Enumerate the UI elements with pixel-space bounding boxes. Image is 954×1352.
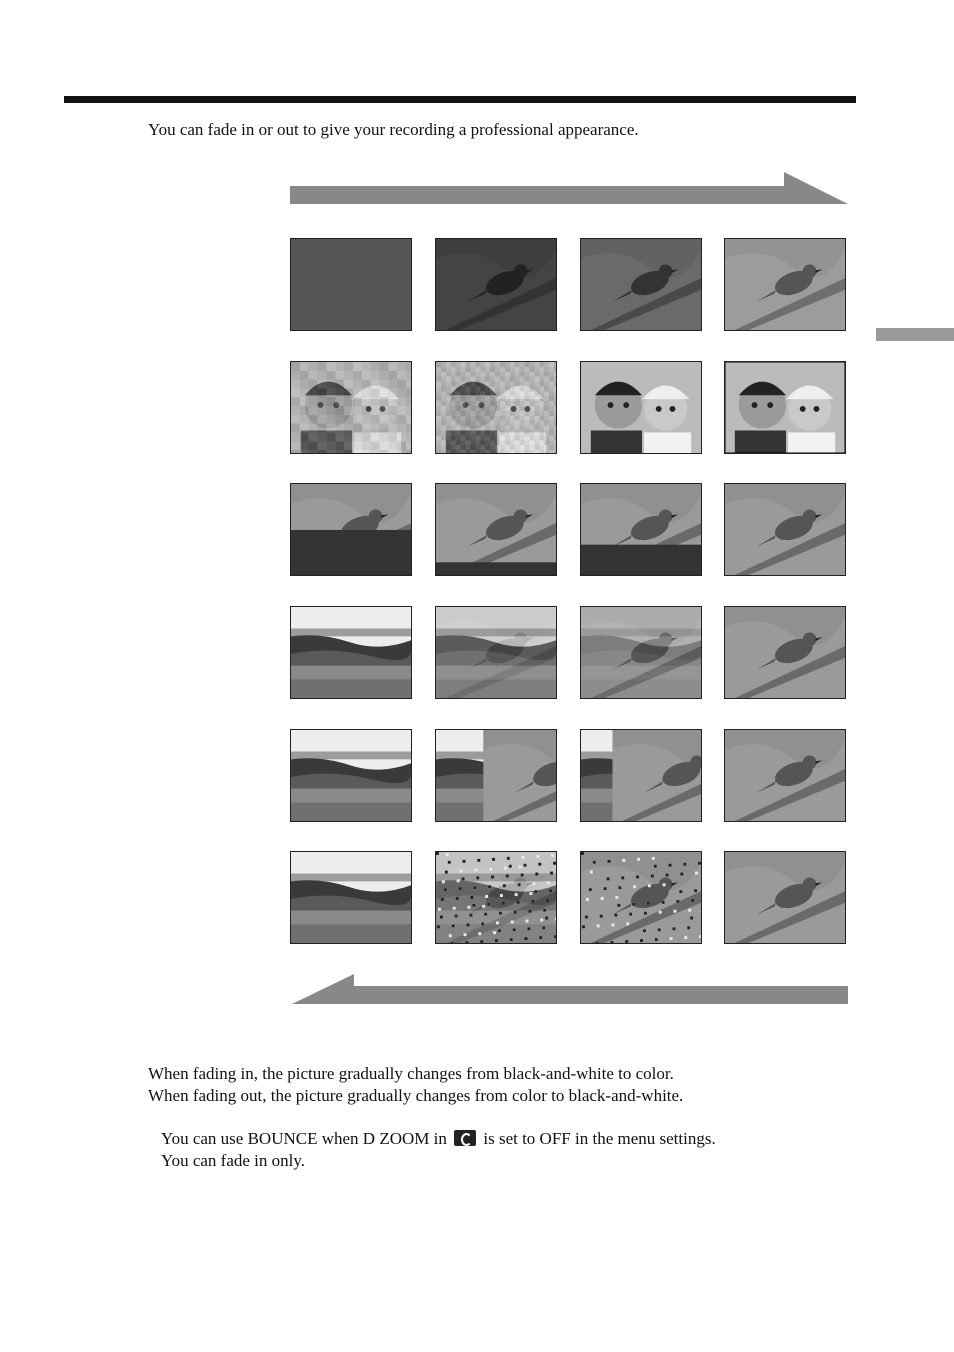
thumbnail-r6-c2 — [435, 851, 557, 944]
thumbnail-r1-c3 — [580, 238, 702, 331]
fade-out-arrow — [290, 972, 850, 1008]
thumbnail-r2-c2 — [435, 361, 557, 454]
thumbnail-r5-c1 — [290, 729, 412, 822]
top-rule — [64, 96, 856, 103]
thumbnail-r1-c4 — [724, 238, 846, 331]
footnote-bounce-after: is set to OFF in the menu settings. — [483, 1129, 716, 1148]
thumbnail-r6-c1 — [290, 851, 412, 944]
intro-text: You can fade in or out to give your recording a professional appearance. — [148, 120, 639, 139]
thumbnail-r5-c4 — [724, 729, 846, 822]
thumbnail-r5-c2 — [435, 729, 557, 822]
thumbnail-r3-c1 — [290, 483, 412, 576]
thumbnail-r1-c1 — [290, 238, 412, 331]
note-fade-out: When fading out, the picture gradually changes from color to black-and-white. — [148, 1086, 684, 1105]
section-tab — [876, 328, 954, 341]
footnote-fade-in-only: You can fade in only. — [161, 1151, 306, 1170]
footnote-bounce-before: You can use BOUNCE when D ZOOM in — [161, 1129, 447, 1148]
thumbnail-r4-c4 — [724, 606, 846, 699]
thumbnail-r5-c3 — [580, 729, 702, 822]
thumbnail-r3-c2 — [435, 483, 557, 576]
thumbnail-r6-c4 — [724, 851, 846, 944]
thumbnail-r2-c3 — [580, 361, 702, 454]
thumbnail-r4-c2 — [435, 606, 557, 699]
fade-in-arrow — [290, 170, 850, 206]
camera-menu-icon — [454, 1130, 476, 1146]
thumbnail-r4-c3 — [580, 606, 702, 699]
footnote-bounce — [161, 1128, 716, 1150]
thumbnail-r2-c4 — [724, 361, 846, 454]
thumbnail-r1-c2 — [435, 238, 557, 331]
thumbnail-r3-c4 — [724, 483, 846, 576]
thumbnail-r3-c3 — [580, 483, 702, 576]
thumbnail-r2-c1 — [290, 361, 412, 454]
note-fade-in: When fading in, the picture gradually changes from black-and-white to color. — [148, 1064, 674, 1083]
thumbnail-r4-c1 — [290, 606, 412, 699]
thumbnail-r6-c3 — [580, 851, 702, 944]
